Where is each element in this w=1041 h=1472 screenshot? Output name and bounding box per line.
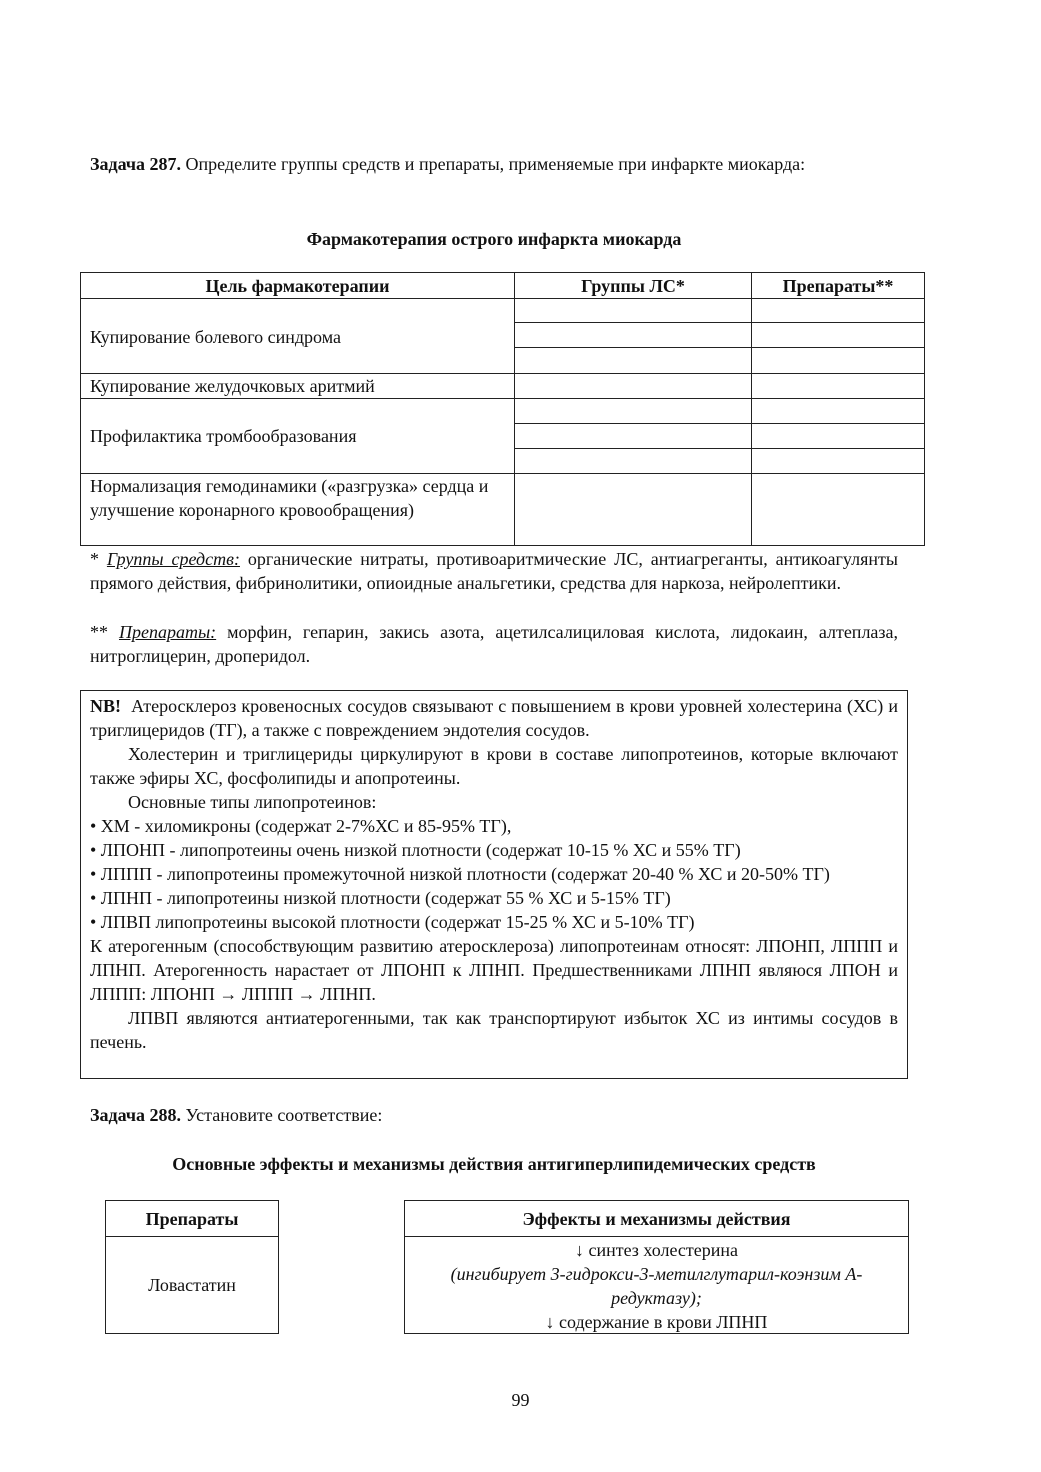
table-row-hemodynamics: Нормализация гемодинамики («разгрузка» сердца и улучшение коронарного кровообращения)	[90, 476, 489, 520]
effect-line-2: (ингибирует 3-гидрокси-3-метилглутарил-коэнзим А-редуктазу);	[450, 1264, 863, 1308]
footnote-drugs: ** Препараты: морфин, гепарин, закись азота, ацетилсалициловая кислота, лидокаин, алтеплаза, нитроглицерин, дроперидол.	[90, 622, 899, 666]
list-item: • ЛПВП липопротеины высокой плотности (содержат 15-25 % ХС и 5-10% ТГ)	[90, 912, 695, 932]
list-item: • ЛПНП - липопротеины низкой плотности (содержат 55 % ХС и 5-15% ТГ)	[90, 888, 671, 908]
drugs-column	[752, 273, 924, 545]
table-row-arrhythmia: Купирование желудочковых аритмий	[90, 376, 375, 396]
drug-lovastatin: Ловастатин	[148, 1275, 236, 1295]
table-2-title: Основные эффекты и механизмы действия антигиперлипидемических средств	[172, 1154, 816, 1174]
groups-column-header: Группы ЛС*	[515, 273, 751, 299]
effect-line-3: ↓ содержание в крови ЛПНП	[545, 1312, 768, 1332]
table-row-thrombosis: Профилактика тромбообразования	[90, 426, 357, 446]
list-item: • ЛППП - липопротеины промежуточной низкой плотности (содержат 20-40 % ХС и 20-50% ТГ)	[90, 864, 830, 884]
nb-paragraph-4: К атерогенным (способствующим развитию атеросклероза) липопротеинам относят: ЛПОНП, ЛППП и ЛПНП. Атерогенность нарастает от ЛПОНП к ЛПНП. Предшественниками ЛПНП являюся ЛПОН и ЛППП: ЛПОНП → ЛППП → ЛПНП.	[90, 936, 898, 1004]
groups-column	[515, 273, 752, 545]
drugs-table-header: Препараты	[106, 1201, 278, 1237]
effects-table	[404, 1200, 909, 1334]
table-1-title: Фармакотерапия острого инфаркта миокарда	[306, 229, 682, 249]
task-288-label: Задача 288.	[90, 1105, 182, 1125]
nb-paragraph-5: ЛПВП являются антиатерогенными, так как транспортируют избыток ХС из интимы сосудов в печень.	[90, 1008, 898, 1052]
effects-table-header: Эффекты и механизмы действия	[405, 1201, 908, 1237]
nb-paragraph-2: Холестерин и триглицериды циркулируют в крови в составе липопротеинов, которые включают также эфиры ХС, фосфолипиды и апопротеины.	[90, 744, 898, 788]
goal-column	[81, 273, 515, 545]
goal-column-header: Цель фармакотерапии	[81, 273, 514, 299]
drugs-column-header: Препараты**	[752, 273, 924, 299]
pharmacotherapy-table	[80, 272, 925, 546]
task-288-text: Установите соответствие:	[185, 1105, 383, 1125]
task-288-heading	[90, 1103, 382, 1127]
nb-box	[80, 690, 908, 1079]
task-287-text: Определите группы средств и препараты, применяемые при инфаркте миокарда:	[185, 154, 806, 174]
footnote-drugs-label: Препараты:	[118, 622, 217, 642]
footnote-groups-text: органические нитраты, противоаритмические ЛС, антиагреганты, антикоагулянты прямого действия, фибринолитики, опиоидные анальгетики, средства для наркоза, нейролептики.	[90, 549, 898, 593]
page-number: 99	[511, 1390, 530, 1410]
footnote-drugs-text: морфин, гепарин, закись азота, ацетилсалициловая кислота, лидокаин, алтеплаза, нитроглицерин, дроперидол.	[90, 622, 899, 666]
nb-paragraph-1: NB! Атеросклероз кровеносных сосудов связывают с повышением в крови уровней холестерина (ХС) и триглицеридов (ТГ), а также с повреждением эндотелия сосудов.	[90, 696, 898, 740]
list-item: • ХМ - хиломикроны (содержат 2-7%ХС и 85-95% ТГ),	[90, 816, 512, 836]
footnote-groups: * Группы средств: органические нитраты, противоаритмические ЛС, антиагреганты, антикоагулянты прямого действия, фибринолитики, опиоидные анальгетики, средства для наркоза, нейролептики.	[90, 549, 898, 593]
list-item: • ЛПОНП - липопротеины очень низкой плотности (содержат 10-15 % ХС и 55% ТГ)	[90, 840, 741, 860]
nb-paragraph-3: Основные типы липопротеинов:	[128, 792, 377, 812]
nb-label: NB!	[90, 696, 121, 716]
drugs-table	[105, 1200, 279, 1334]
task-287-label: Задача 287.	[90, 154, 182, 174]
effects-cell	[405, 1238, 908, 1334]
effect-line-1: ↓ синтез холестерина	[574, 1240, 739, 1260]
table-row-pain-relief: Купирование болевого синдрома	[90, 327, 341, 347]
task-287-heading	[90, 152, 898, 176]
footnote-groups-label: Группы средств:	[106, 549, 240, 569]
